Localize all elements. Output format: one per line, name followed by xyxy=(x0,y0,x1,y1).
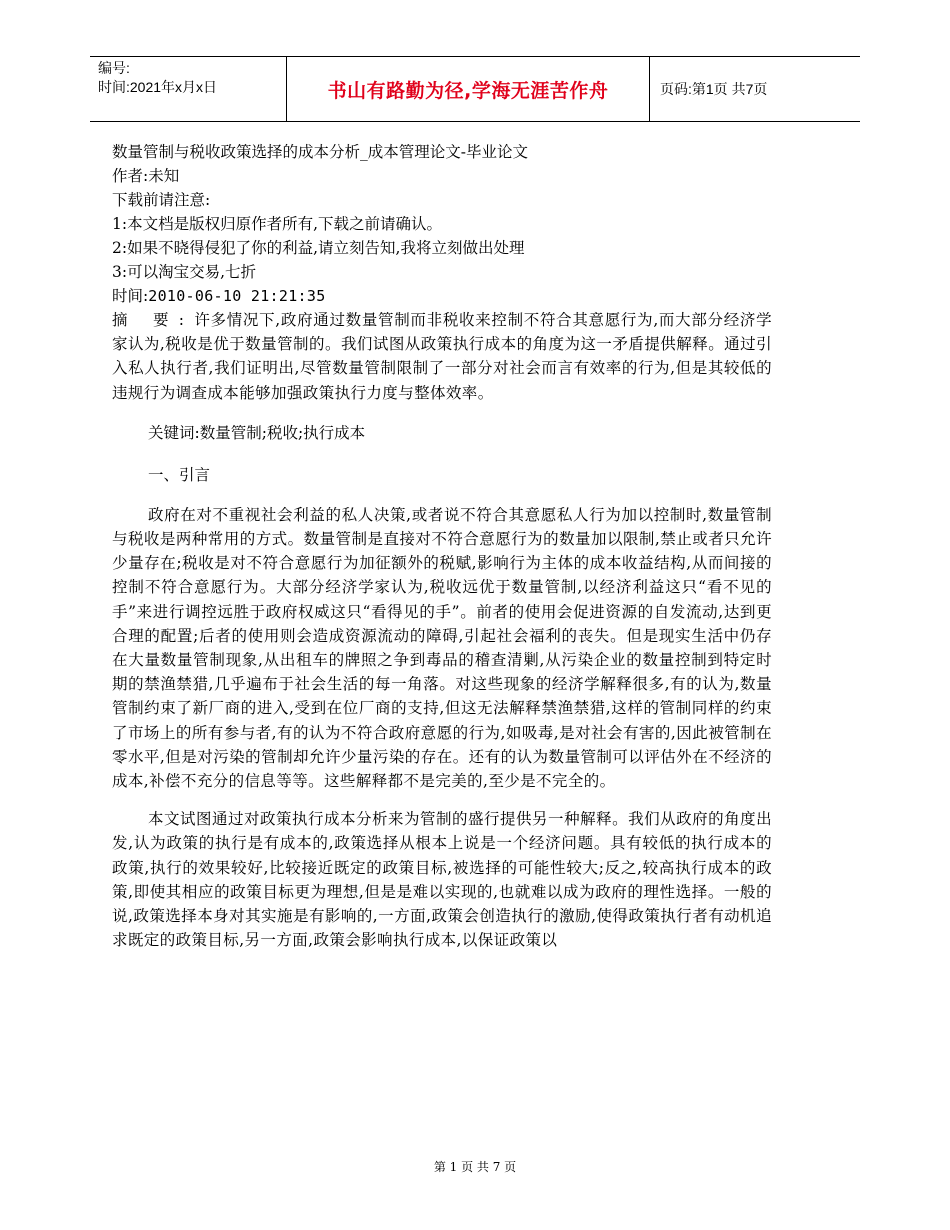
abstract-text: 许多情况下,政府通过数量管制而非税收来控制不符合其意愿行为,而大部分经济学家认为,税收是优于数量管制的。我们试图从政策执行成本的角度为这一矛盾提供解释。通过引入私人执行者,我们证明出,尽管数量管制限制了一部分对社会而言有效率的行为,但是其较低的违规行为调查成本能够加强政策执行力度与整体效率。 xyxy=(112,311,772,402)
section-title: 一、引言 xyxy=(148,465,211,484)
notice-heading: 下载前请注意: xyxy=(112,191,211,209)
abstract-label: 摘 要: xyxy=(112,311,195,329)
keywords: 关键词:数量管制;税收;执行成本 xyxy=(148,423,366,442)
header-meta xyxy=(90,57,286,121)
doc-time xyxy=(112,284,772,308)
page-footer: 第 1 页 共 7 页 xyxy=(433,1160,517,1174)
notice-item: 3:可以淘宝交易,七折 xyxy=(112,263,257,281)
document-header xyxy=(90,56,860,122)
number-label: 编号: xyxy=(98,60,130,76)
time-value: 2010-06-10 21:21:35 xyxy=(148,287,326,305)
document-body xyxy=(112,140,772,952)
body-paragraph: 政府在对不重视社会利益的私人决策,或者说不符合其意愿私人行为加以控制时,数量管制与税收是两种常用的方式。数量管制是直接对不符合意愿行为的数量加以限制,禁止或者只允许少量存在;税收是对不符合意愿行为加征额外的税赋,影响行为主体的成本收益结构,从而间接的控制不符合意愿行为。大部分经济学家认为,税收远优于数量管制,以经济利益这只“看不见的手”来进行调控远胜于政府权威这只“看得见的手”。前者的使用会促进资源的自发流动,达到更合理的配置;后者的使用则会造成资源流动的障碍,引起社会福利的丧失。但是现实生活中仍存在大量数量管制现象,从出租车的牌照之争到毒品的稽查清剿,从污染企业的数量控制到特定时期的禁渔禁猎,几乎遍布于社会生活的每一角落。对这些现象的经济学解释很多,有的认为,数量管制约束了新厂商的进入,受到在位厂商的支持,但这无法解释禁渔禁猎,这样的管制同样的约束了市场上的所有参与者,有的认为不符合政府意愿的行为,如吸毒,是对社会有害的,因此被管制在零水平,但是对污染的管制却允许少量污染的存在。还有的认为数量管制可以评估外在不经济的成本,补偿不充分的信息等等。这些解释都不是完美的,至少是不完全的。 xyxy=(112,505,772,791)
header-page-info xyxy=(650,57,860,121)
doc-author: 作者:未知 xyxy=(112,167,180,185)
notice-item: 1:本文档是版权归原作者所有,下载之前请确认。 xyxy=(112,215,443,233)
time-label: 时间: xyxy=(112,287,149,305)
notice-item: 2:如果不晓得侵犯了你的利益,请立刻告知,我将立刻做出处理 xyxy=(112,239,525,257)
page-info-text: 页码:第1页 共7页 xyxy=(660,81,768,97)
body-paragraph: 本文试图通过对政策执行成本分析来为管制的盛行提供另一种解释。我们从政府的角度出发,认为政策的执行是有成本的,政策选择从根本上说是一个经济问题。具有较低的执行成本的政策,执行的效果较好,比较接近既定的政策目标,被选择的可能性较大;反之,较高执行成本的政策,即使其相应的政策目标更为理想,但是是难以实现的,也就难以成为政府的理性选择。一般的说,政策选择本身对其实施是有影响的,一方面,政策会创造执行的激励,使得政策执行者有动机追求既定的政策目标,另一方面,政策会影响执行成本,以保证政策以 xyxy=(112,810,772,950)
header-time: 时间:2021年x月x日 xyxy=(98,79,218,95)
motto-text: 书山有路勤为径,学海无涯苦作舟 xyxy=(327,79,609,102)
doc-title: 数量管制与税收政策选择的成本分析_成本管理论文-毕业论文 xyxy=(112,143,528,161)
abstract xyxy=(112,308,772,405)
header-motto-cell xyxy=(286,57,650,121)
